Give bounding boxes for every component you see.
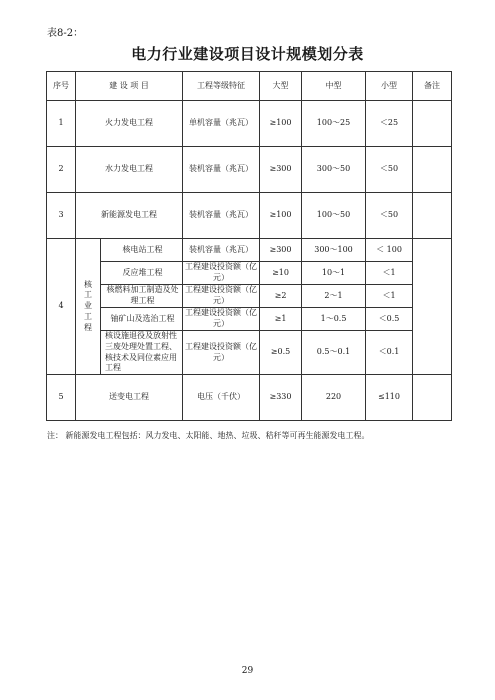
header-remark: 备注 [413, 72, 452, 101]
nuclear-category-label: 核工业工程 [84, 279, 92, 332]
table-row [47, 308, 452, 331]
design-scale-table [46, 71, 452, 421]
row-large: ≥300 [260, 147, 302, 193]
header-no: 序号 [47, 72, 76, 101]
row-feature: 工程建设投资额（亿元） [183, 285, 260, 308]
row-small: ＜25 [366, 101, 413, 147]
row-feature: 工程建设投资额（亿元） [183, 262, 260, 285]
row-feature: 工程建设投资额（亿元） [183, 331, 260, 375]
row-project: 新能源发电工程 [76, 193, 183, 239]
row-small: ≤110 [366, 375, 413, 421]
row-project: 反应堆工程 [101, 262, 183, 285]
row-medium: 2～1 [302, 285, 366, 308]
nuclear-category [76, 239, 101, 375]
row-feature: 电压（千伏） [183, 375, 260, 421]
header-medium: 中型 [302, 72, 366, 101]
row-small: ＜0.1 [366, 331, 413, 375]
row-small: ＜0.5 [366, 308, 413, 331]
table-row [47, 285, 452, 308]
page-title: 电力行业建设项目设计规模划分表 [131, 45, 364, 63]
row-feature: 工程建设投资额（亿元） [183, 308, 260, 331]
row-remark [413, 193, 452, 239]
row-large: ≥100 [260, 101, 302, 147]
row-small: ＜ 100 [366, 239, 413, 262]
row-no: 3 [47, 193, 76, 239]
row-large: ≥10 [260, 262, 302, 285]
row-feature: 装机容量（兆瓦） [183, 239, 260, 262]
row-large: ≥100 [260, 193, 302, 239]
row-small: ＜50 [366, 147, 413, 193]
table-row [47, 239, 452, 262]
page-number: 29 [241, 666, 254, 676]
row-no: 2 [47, 147, 76, 193]
row-remark [413, 239, 452, 375]
row-small: ＜1 [366, 262, 413, 285]
header-large: 大型 [260, 72, 302, 101]
header-small: 小型 [366, 72, 413, 101]
row-large: ≥2 [260, 285, 302, 308]
row-small: ＜1 [366, 285, 413, 308]
header-project: 建 设 项 目 [76, 72, 183, 101]
header-feature: 工程等级特征 [183, 72, 260, 101]
row-medium: 100～50 [302, 193, 366, 239]
table-row [47, 331, 452, 375]
row-project: 核电站工程 [101, 239, 183, 262]
row-project: 铀矿山及选治工程 [101, 308, 183, 331]
row-remark [413, 375, 452, 421]
row-no: 4 [47, 239, 76, 375]
row-medium: 220 [302, 375, 366, 421]
row-medium: 300～50 [302, 147, 366, 193]
row-medium: 300～100 [302, 239, 366, 262]
table-row [47, 262, 452, 285]
row-medium: 1～0.5 [302, 308, 366, 331]
row-no: 1 [47, 101, 76, 147]
row-project: 核设施退役及放射性三废处理处置工程、核技术及同位素应用工程 [101, 331, 183, 375]
row-large: ≥330 [260, 375, 302, 421]
row-project: 火力发电工程 [76, 101, 183, 147]
row-remark [413, 147, 452, 193]
row-medium: 10～1 [302, 262, 366, 285]
row-large: ≥1 [260, 308, 302, 331]
table-row [47, 193, 452, 239]
row-feature: 单机容量（兆瓦） [183, 101, 260, 147]
row-large: ≥300 [260, 239, 302, 262]
row-large: ≥0.5 [260, 331, 302, 375]
table-row [47, 147, 452, 193]
table-note: 注： 新能源发电工程包括：风力发电、太阳能、地热、垃圾、秸秆等可再生能源发电工程。 [47, 431, 370, 440]
header-row [47, 72, 452, 101]
row-small: ＜50 [366, 193, 413, 239]
table-number: 表8-2： [47, 28, 84, 39]
row-feature: 装机容量（兆瓦） [183, 193, 260, 239]
row-no: 5 [47, 375, 76, 421]
table-row [47, 375, 452, 421]
row-project: 水力发电工程 [76, 147, 183, 193]
row-project: 送变电工程 [76, 375, 183, 421]
row-medium: 0.5～0.1 [302, 331, 366, 375]
row-remark [413, 101, 452, 147]
row-project: 核燃料加工制造及处理工程 [101, 285, 183, 308]
row-medium: 100～25 [302, 101, 366, 147]
table-row [47, 101, 452, 147]
row-feature: 装机容量（兆瓦） [183, 147, 260, 193]
